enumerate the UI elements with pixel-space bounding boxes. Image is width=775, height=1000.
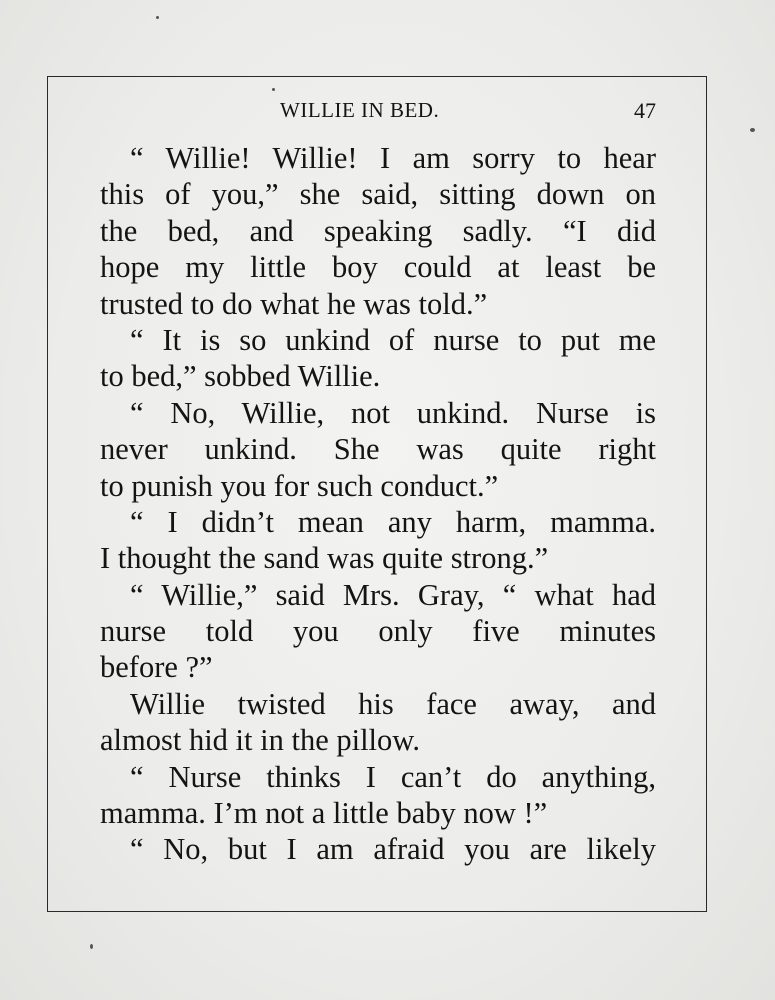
text-line: hope my little boy could at least be bbox=[100, 250, 656, 285]
running-head: WILLIE IN BED. bbox=[280, 98, 440, 122]
text-line: this of you,” she said, sitting down on bbox=[100, 177, 656, 212]
text-line: I thought the sand was quite strong.” bbox=[100, 541, 549, 576]
text-line: “ I didn’t mean any harm, mamma. bbox=[130, 504, 656, 539]
text-line: trusted to do what he was told.” bbox=[100, 286, 488, 321]
page-header bbox=[100, 98, 656, 128]
paper-speck bbox=[90, 944, 93, 949]
text-line: to bed,” sobbed Willie. bbox=[100, 359, 381, 394]
paper-speck bbox=[156, 16, 159, 19]
text-line: “ No, Willie, not unkind. Nurse is bbox=[130, 395, 656, 430]
text-line: “ It is so unkind of nurse to put me bbox=[130, 322, 656, 357]
text-line: never unkind. She was quite right bbox=[100, 432, 656, 467]
text-line: nurse told you only five minutes bbox=[100, 614, 656, 649]
text-line: to punish you for such conduct.” bbox=[100, 468, 499, 503]
paper-speck bbox=[750, 128, 755, 132]
text-line: mamma. I’m not a little baby now !” bbox=[100, 796, 548, 831]
body-text bbox=[100, 140, 656, 868]
page-number: 47 bbox=[634, 98, 656, 123]
text-line: “ Willie! Willie! I am sorry to hear bbox=[130, 141, 656, 175]
text-line: before ?” bbox=[100, 650, 213, 685]
text-line: “ No, but I am afraid you are likely bbox=[130, 832, 656, 867]
text-line: Willie twisted his face away, and bbox=[130, 686, 656, 721]
paper-speck bbox=[272, 88, 275, 91]
text-line: the bed, and speaking sadly. “I did bbox=[100, 213, 656, 248]
text-line: “ Nurse thinks I can’t do anything, bbox=[130, 759, 656, 794]
text-line: “ Willie,” said Mrs. Gray, “ what had bbox=[130, 577, 656, 612]
text-line: almost hid it in the pillow. bbox=[100, 723, 420, 758]
